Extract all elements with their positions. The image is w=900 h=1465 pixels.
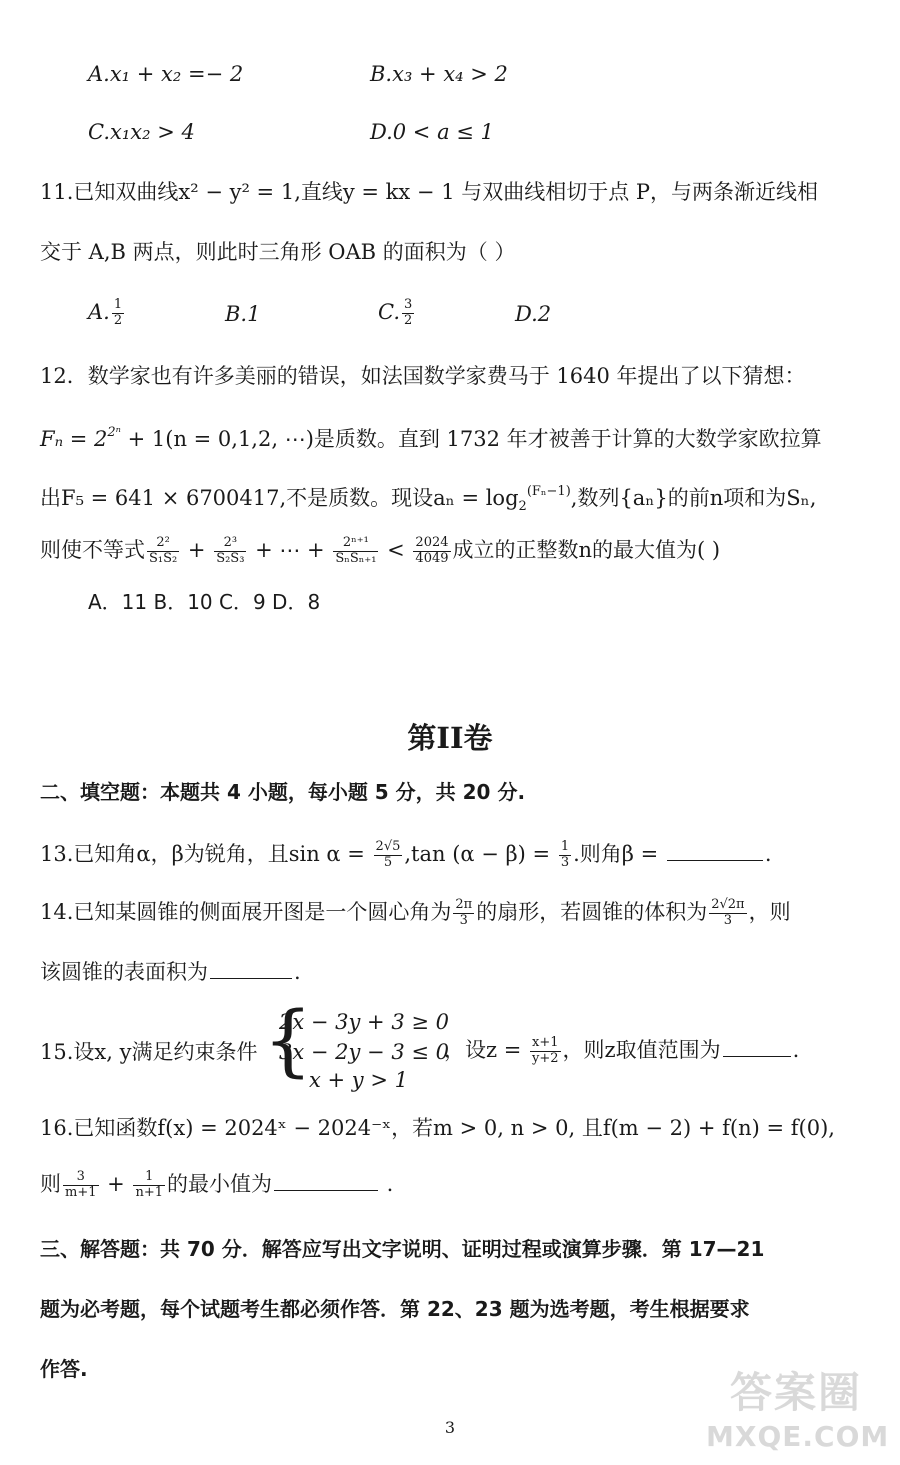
fraction: $\frac{1}{n+1}$ xyxy=(135,1169,163,1200)
q11-option-c: C. $\frac{3}{2}$ xyxy=(378,297,413,328)
q10-option-a: A.x₁ + x₂ =− 2 xyxy=(88,62,244,86)
q11-option-d: D.2 xyxy=(515,302,552,326)
fraction: $\frac{x+1}{y+2}$ xyxy=(532,1035,559,1066)
q11-line2: 交于 A,B 两点，则此时三角形 OAB 的面积为（ ） xyxy=(40,240,516,264)
answer-blank[interactable] xyxy=(723,1054,791,1057)
q13: 13.已知角α，β为锐角，且sin α = $\frac{2√5}{5}$ ,tan (α − β) = $\frac{1}{3}$ .则角β = . xyxy=(40,839,772,870)
answer-blank[interactable] xyxy=(274,1188,378,1191)
answer-blank[interactable] xyxy=(210,976,292,979)
constraint-1: 2x − 3y + 3 ≥ 0 xyxy=(279,1010,449,1034)
fraction: $\frac{2\pi}{3}$ xyxy=(455,897,473,928)
fraction: $\frac{1}{2}$ xyxy=(113,297,123,328)
q12-options: A．11 B．10 C．9 D．8 xyxy=(88,590,321,614)
q11-option-a: A. $\frac{1}{2}$ xyxy=(88,297,123,328)
q10-option-d: D.0 < a ≤ 1 xyxy=(370,120,494,144)
section2-title: 第II卷 xyxy=(407,721,493,755)
q10-option-b: B.x₃ + x₄ > 2 xyxy=(370,62,508,86)
answer-blank[interactable] xyxy=(667,858,763,861)
q16-line1: 16.已知函数f(x) = 2024ˣ − 2024⁻ˣ，若m > 0, n > 0, 且f(m − 2) + f(n) = f(0), xyxy=(40,1116,835,1140)
q14-line2: 该圆锥的表面积为 . xyxy=(40,960,301,984)
constraint-2: 3x − 2y − 3 ≤ 0 xyxy=(279,1040,449,1064)
fraction: $\frac{2√2\pi}{3}$ xyxy=(711,897,745,928)
fraction: $\frac{3}{m+1}$ xyxy=(65,1169,97,1200)
q12-line2: $F_n = 2^{2^n} + 1(n = 0,1,2$, ⋯)是质数。直到 1732 年才被善于计算的大数学家欧拉算 xyxy=(40,425,822,451)
system-brace: { xyxy=(263,996,313,1086)
page-number: 3 xyxy=(444,1418,456,1437)
section3-line3: 作答. xyxy=(40,1357,88,1381)
q12-line4: 则使不等式 $\frac{\text{2²}}{\text{S₁S₂}}$ + $\frac{\text{2³}}{\text{S₂S₃}}$ + ⋯ + $\frac{\text{2ⁿ⁺¹}}{\text{SₙSₙ₊₁}}$ < $\frac{2024}{4049}$ 成立的正整数n的最大值为( ) xyxy=(40,535,721,566)
section2-heading: 二、填空题：本题共 4 小题，每小题 5 分，共 20 分. xyxy=(40,780,526,804)
q16-line2: 则 $\frac{3}{m+1}$ + $\frac{1}{n+1}$ 的最小值为 . xyxy=(40,1169,394,1200)
constraint-3: x + y > 1 xyxy=(309,1068,408,1092)
q14-line1: 14.已知某圆锥的侧面展开图是一个圆心角为 $\frac{2\pi}{3}$ 的扇形，若圆锥的体积为 $\frac{2√2\pi}{3}$ ，则 xyxy=(40,897,791,928)
q11-option-b: B.1 xyxy=(225,302,261,326)
q15-tail: ，设z = $\frac{x+1}{y+2}$ ，则z取值范围为 . xyxy=(444,1035,800,1066)
section3-line2: 题为必考题，每个试题考生都必须作答．第 22、23 题为选考题，考生根据要求 xyxy=(40,1297,750,1321)
fraction: $\frac{1}{3}$ xyxy=(560,839,570,870)
fraction: $\frac{3}{2}$ xyxy=(404,297,413,328)
fraction: $\frac{2024}{4049}$ xyxy=(415,535,449,566)
q12-line1: 12．数学家也有许多美丽的错误，如法国数学家费马于 1640 年提出了以下猜想： xyxy=(40,364,806,388)
q12-line3: 出F₅ = 641 × 6700417,不是质数。现设$a_n = \log_2^{(F_n-1)}$,数列{aₙ}的前n项和为Sₙ, xyxy=(40,484,817,514)
fraction: $\frac{\text{2ⁿ⁺¹}}{\text{SₙSₙ₊₁}}$ xyxy=(335,535,377,566)
q15-lead: 15.设x, y满足约束条件 xyxy=(40,1040,258,1064)
fraction: $\frac{\text{2³}}{\text{S₂S₃}}$ xyxy=(216,535,245,566)
q11-line1: 11.已知双曲线x² − y² = 1,直线y = kx − 1 与双曲线相切于点 P，与两条渐近线相 xyxy=(40,180,819,204)
watermark-logo: 答案圈 MXQE.COM xyxy=(706,1368,890,1453)
fraction: $\frac{2√5}{5}$ xyxy=(375,839,401,870)
q10-option-c: C.x₁x₂ > 4 xyxy=(88,120,195,144)
fraction: $\frac{\text{2²}}{\text{S₁S₂}}$ xyxy=(149,535,178,566)
section3-line1: 三、解答题：共 70 分．解答应写出文字说明、证明过程或演算步骤．第 17—21 xyxy=(40,1237,765,1261)
